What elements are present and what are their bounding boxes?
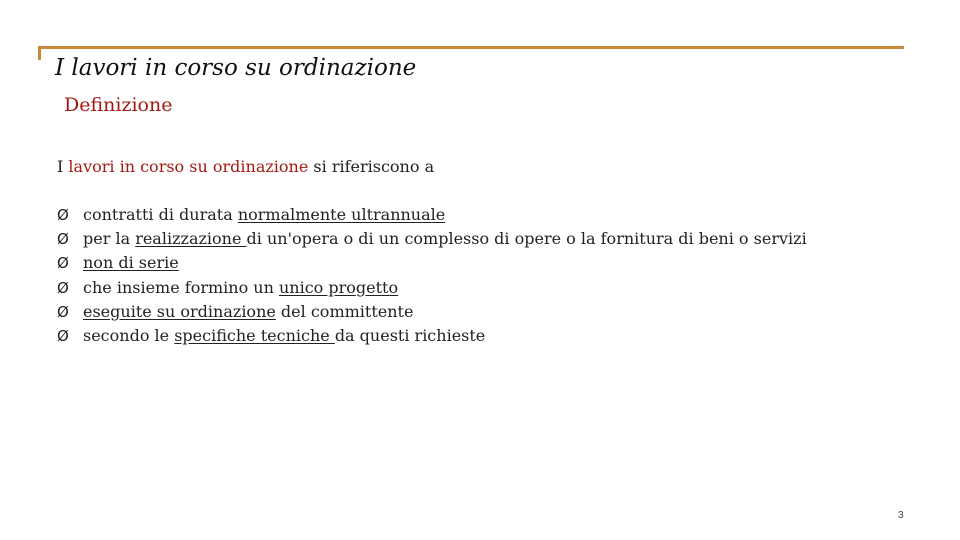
- list-item: [57, 203, 807, 227]
- arrow-bullet-icon: Ø: [57, 254, 69, 273]
- item-text: secondo le: [83, 326, 175, 346]
- item-text: per la: [83, 229, 136, 249]
- item-underlined-text: unico progetto: [278, 277, 399, 297]
- intro-highlight: lavori in corso su ordinazione: [68, 157, 309, 176]
- list-item-text: [83, 227, 807, 251]
- list-item-text: [83, 251, 179, 275]
- list-item-text: [83, 324, 485, 348]
- list-item-text: [83, 203, 445, 227]
- arrow-bullet-icon: Ø: [57, 230, 69, 249]
- title-frame-top-border: [38, 46, 904, 49]
- list-item: [57, 300, 807, 324]
- intro-text-after: si riferiscono a: [308, 157, 435, 176]
- item-underlined-text: realizzazione: [135, 229, 247, 249]
- item-underlined-text: specifiche tecniche: [174, 326, 335, 346]
- item-underlined-text: normalmente ultrannuale: [237, 205, 446, 225]
- page-number: 3: [898, 510, 904, 521]
- list-item-text: [83, 300, 413, 324]
- item-text: di un'opera o di un complesso di opere o la fornitura di beni o servizi: [246, 229, 807, 249]
- item-underlined-text: eseguite su ordinazione: [83, 301, 276, 321]
- item-text: da questi richieste: [334, 326, 486, 346]
- list-item-text: [83, 276, 398, 300]
- item-text: del committente: [275, 301, 414, 321]
- arrow-bullet-icon: Ø: [57, 327, 69, 346]
- slide-title: I lavori in corso su ordinazione: [55, 55, 417, 81]
- item-text: contratti di durata: [83, 205, 238, 225]
- item-text: che insieme formino un: [83, 277, 279, 297]
- list-item: [57, 324, 807, 348]
- list-item: [57, 251, 807, 275]
- intro-sentence: [57, 157, 434, 176]
- title-frame-left-border: [38, 46, 41, 60]
- slide-subtitle: Definizione: [64, 94, 173, 116]
- list-item: [57, 276, 807, 300]
- intro-text-before: I: [57, 157, 69, 176]
- definition-list: [57, 203, 807, 348]
- arrow-bullet-icon: Ø: [57, 206, 69, 225]
- arrow-bullet-icon: Ø: [57, 302, 69, 321]
- item-underlined-text: non di serie: [83, 253, 179, 273]
- list-item: [57, 227, 807, 251]
- arrow-bullet-icon: Ø: [57, 278, 69, 297]
